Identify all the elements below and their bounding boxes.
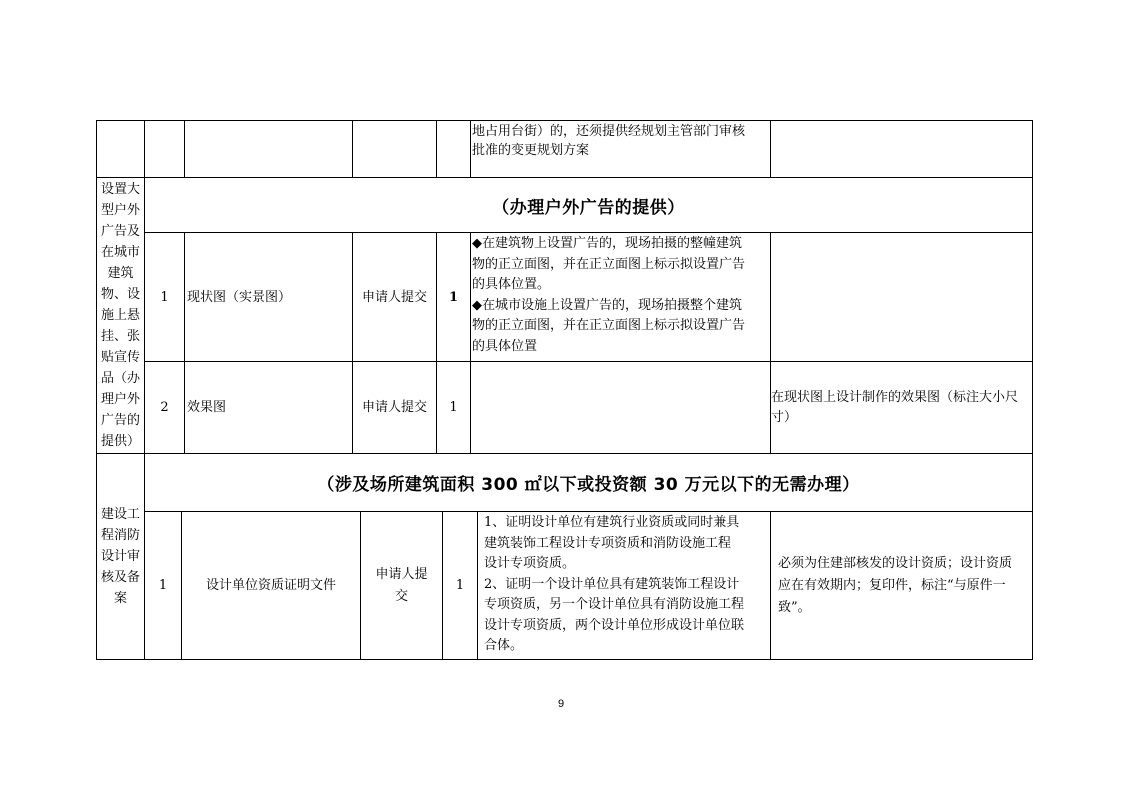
table-row-source: 申请人提交 <box>361 289 427 305</box>
table-row-note-cell <box>778 512 1032 659</box>
category-cell-fire <box>97 454 144 659</box>
category-label-fire: 建设工 程消防 设计审 核及备 案 <box>100 507 140 606</box>
table-row-no: 1 <box>158 578 168 593</box>
table-row-name: 效果图 <box>187 400 227 415</box>
category-cell-advertising <box>97 178 144 453</box>
table-row-requirement: ◆在建筑物上设置广告的，现场拍摄的整幢建筑 物的正立面图，并在正立面图上标示拟设置广告 的具体位置。 ◆在城市设施上设置广告的，现场拍摄整个建筑 物的正立面图，并在正立面图上标示拟设置广告 的具体位置 <box>472 236 746 354</box>
table-row-count: 1 <box>449 400 458 415</box>
table-row-source: 申请人提 交 <box>375 566 428 604</box>
category-label-advertising: 设置大 型户外 广告及 在城市 建筑 物、设 施上悬 挂、张 贴宣传 品（办 理户外 广告的 提供） <box>100 182 140 449</box>
table-row-note-cell <box>771 362 1032 453</box>
table-row-note: 在现状图上设计制作的效果图（标注大小尺 寸） <box>771 389 1019 425</box>
table-row-no: 1 <box>160 289 169 305</box>
table-row-source: 申请人提交 <box>361 400 427 415</box>
table-row-count: 1 <box>455 578 465 593</box>
page-number: 9 <box>557 698 565 710</box>
table-row-requirement: 1、证明设计单位有建筑行业资质或同时兼具 建筑装饰工程设计专项资质和消防设施工程 设计专项资质。 2、证明一个设计单位具有建筑装饰工程设计 专项资质，另一个设计单位具有消防设施工程 设计专项资质，两个设计单位形成设计单位联 合体。 <box>484 515 745 653</box>
section-banner-fire: （涉及场所建筑面积 300 ㎡以下或投资额 30 万元以下的无需办理） <box>317 475 860 495</box>
table-row-name: 现状图（实景图） <box>187 289 292 305</box>
table-row-name: 设计单位资质证明文件 <box>205 578 336 593</box>
table-row-no: 2 <box>160 400 169 415</box>
table-row-source-cell <box>361 512 442 659</box>
table-row-count: 1 <box>448 289 459 305</box>
section-banner-advertising: （办理户外广告的提供） <box>492 197 685 218</box>
continued-requirement-text: 地占用台街）的，还须提供经规划主管部门审核 批准的变更规划方案 <box>472 124 746 158</box>
table-row-note: 必须为住建部核发的设计资质；设计资质 应在有效期内；复印件，标注“与原件一 致”。 <box>778 555 1013 615</box>
